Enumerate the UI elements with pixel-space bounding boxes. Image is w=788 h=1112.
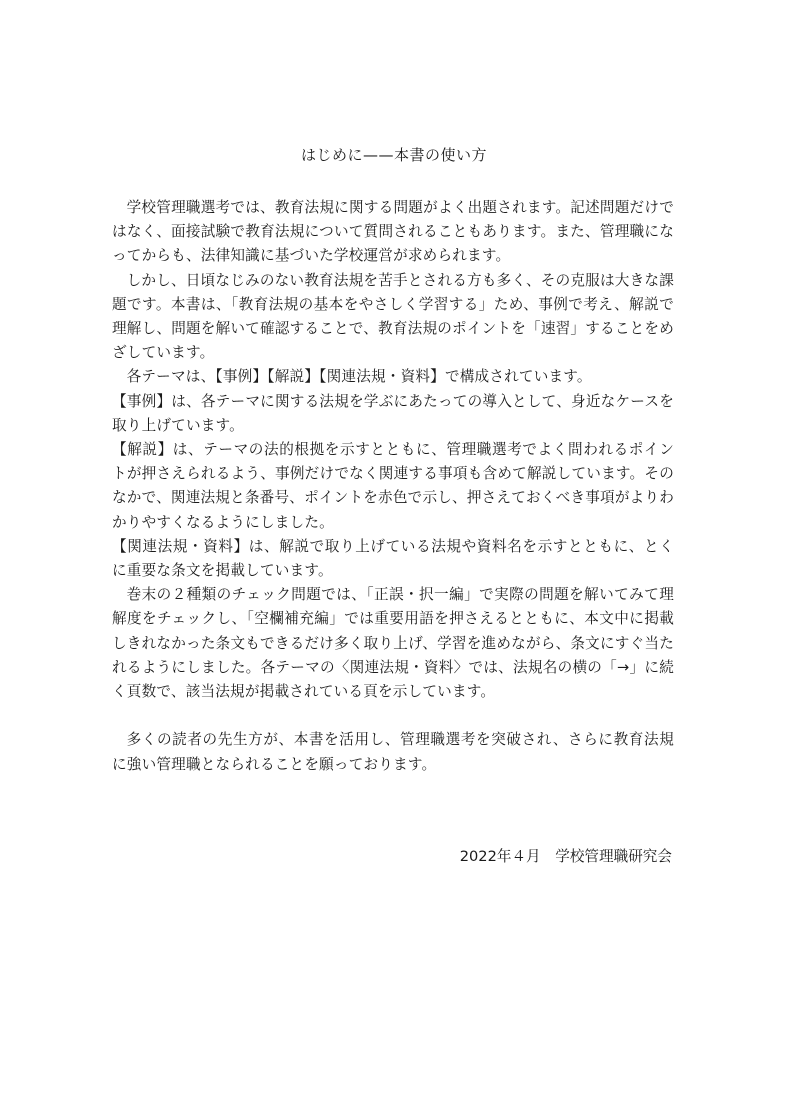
signature: 2022年４月 学校管理職研究会 <box>459 848 672 865</box>
paragraph-check-questions: 巻末の２種類のチェック問題では、「正誤・択一編」で実際の問題を解いてみて理解度をチェックし、「空欄補充編」では重要用語を押さえるとともに、本文中に掲載しきれなかった条文もできるだけ多く取り上げ、学習を進めながら、条文にすぐ当たれるようにしました。各テーマの〈関連法規・資料〉では、法規名の横の「→」に続く頁数で、該当法規が掲載されている頁を示しています。 <box>112 586 674 701</box>
paragraph-gap <box>112 704 674 728</box>
paragraph-purpose: しかし、日頃なじみのない教育法規を苦手とされる方も多く、その克服は大きな課題です。本書は、「教育法規の基本をやさしく学習する」ため、事例で考え、解説で理解し、問題を解いて確認することで、教育法規のポイントを「速習」することをめざしています。 <box>112 271 674 362</box>
paragraph-case: 【事例】は、各テーマに関する法規を学ぶにあたっての導入として、身近なケースを取り上げています。 <box>112 392 674 434</box>
paragraph-closing: 多くの読者の先生方が、本書を活用し、管理職選考を突破され、さらに教育法規に強い管理職となられることを願っております。 <box>112 731 674 773</box>
page-title: はじめに——本書の使い方 <box>300 146 487 164</box>
paragraph-intro: 学校管理職選考では、教育法規に関する問題がよく出題されます。記述問題だけではなく、面接試験で教育法規について質問されることもあります。また、管理職になってからも、法律知識に基づいた学校運営が求められます。 <box>112 199 674 265</box>
paragraph-structure: 各テーマは、【事例】【解説】【関連法規・資料】で構成されています。 <box>126 368 592 386</box>
body-text <box>112 196 674 777</box>
paragraph-explanation: 【解説】は、テーマの法的根拠を示すとともに、管理職選考でよく問われるポイントが押さえられるよう、事例だけでなく関連する事項も含めて解説しています。そのなかで、関連法規と条番号、ポイントを赤色で示し、押さえておくべき事項がよりわかりやすくなるようにしました。 <box>112 441 674 531</box>
paragraph-related-laws: 【関連法規・資料】は、解説で取り上げている法規や資料名を示すとともに、とくに重要な条文を掲載しています。 <box>112 537 674 580</box>
